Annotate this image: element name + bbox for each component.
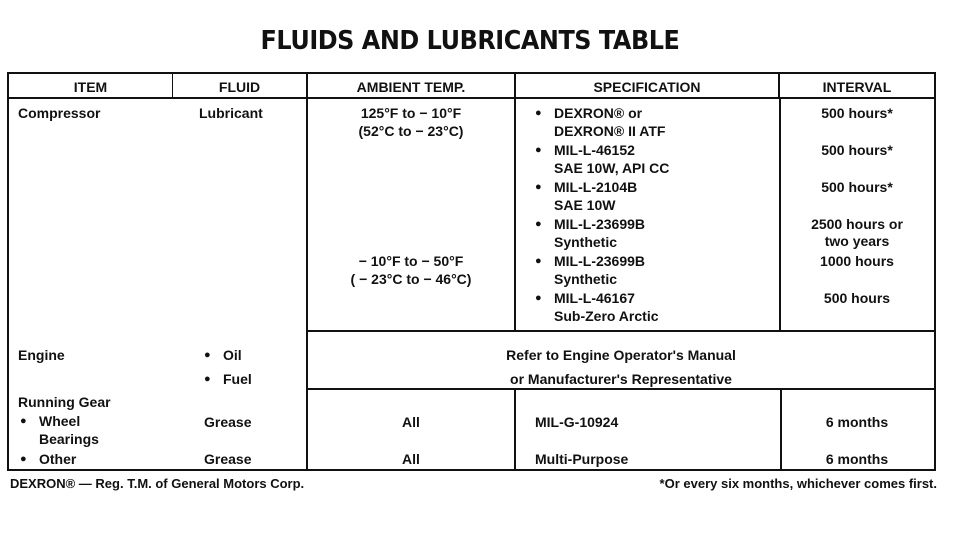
temp-warm-celsius: (52°C to − 23°C) [358,123,464,139]
interval-other: 6 months [825,451,889,467]
fluid-lubricant: Lubricant [199,105,263,121]
interval-mil-l-46167: 500 hours [823,290,891,306]
spec-dexron-line2: DEXRON® II ATF [554,123,666,139]
spec-mil-l-46167-line2: Sub-Zero Arctic [554,308,659,324]
spec-mil-l-23699b-b-line1: ● MIL-L-23699B [554,253,646,269]
spec-mil-l-46152-line2: SAE 10W, API CC [554,160,670,176]
table-border-right [934,72,936,471]
table-border-left [7,72,9,471]
item-other: ● Other [20,450,76,468]
temp-warm-fahrenheit: 125°F to − 10°F [360,105,462,121]
interval-mil-l-23699b-a-line2: two years [824,233,890,249]
spec-mil-l-23699b-b-line2: Synthetic [554,271,618,287]
interval-mil-l-46152: 500 hours* [821,142,893,158]
fluid-oil: ● Oil [204,346,242,364]
page-title: FLUIDS AND LUBRICANTS TABLE [260,26,680,56]
header-specification: SPECIFICATION [593,79,701,95]
interval-mil-l-23699b-b: 1000 hours [820,253,894,269]
header-item: ITEM [73,79,108,95]
temp-all-wheel: All [402,414,420,430]
engine-note-line2: or Manufacturer's Representative [510,371,732,387]
spec-mil-l-23699b-a-line2: Synthetic [554,234,618,250]
spec-mil-l-23699b-a [535,215,645,251]
interval-mil-l-2104b: 500 hours* [821,179,893,195]
spec-mil-l-46152-line1: ● MIL-L-46152 [554,142,635,158]
spec-mil-l-46152 [535,141,669,177]
footer-trademark-note: DEXRON® — Reg. T.M. of General Motors Corp. [10,476,305,491]
header-fluid: FLUID [218,79,261,95]
spec-mil-l-46167 [535,289,659,325]
interval-dexron: 500 hours* [821,105,893,121]
item-wheel-bearings [20,412,99,448]
fluid-grease-wheel: Grease [204,414,252,430]
col-divider-temp [514,98,516,331]
header-interval: INTERVAL [822,79,892,95]
engine-note-line1: Refer to Engine Operator's Manual [506,347,736,363]
row-divider-compressor [306,330,936,332]
spec-dexron-line1: ● DEXRON® or [554,105,643,121]
spec-mil-l-2104b [535,178,637,214]
col-divider-temp-lower [514,388,516,470]
spec-mil-l-23699b-b [535,252,645,288]
spec-mil-l-2104b-line1: ● MIL-L-2104B [554,179,638,195]
table-border-top [7,72,936,74]
item-running-gear: Running Gear [18,394,111,410]
spec-mil-l-46167-line1: ● MIL-L-46167 [554,290,635,306]
header-divider [7,97,936,99]
fluid-grease-other: Grease [204,451,252,467]
interval-wheel-bearings: 6 months [825,414,889,430]
temp-cold-fahrenheit: − 10°F to − 50°F [358,253,464,269]
temp-all-other: All [402,451,420,467]
row-divider-engine [306,388,936,390]
spec-dexron [535,104,665,140]
interval-mil-l-23699b-a: 2500 hours or [811,216,903,232]
item-compressor: Compressor [18,105,101,121]
table-border-bottom [7,469,936,471]
header-ambient-temp: AMBIENT TEMP. [356,79,466,95]
item-wheel-bearings-line1: ● Wheel [39,413,81,429]
spec-mil-l-2104b-line2: SAE 10W [554,197,616,213]
spec-multi-purpose: Multi-Purpose [535,451,629,467]
spec-mil-l-23699b-a-line1: ● MIL-L-23699B [554,216,646,232]
fluid-fuel: ● Fuel [204,370,252,388]
item-engine: Engine [18,347,65,363]
footer-interval-note: *Or every six months, whichever comes first. [659,476,937,491]
item-wheel-bearings-line2: Bearings [39,431,99,447]
temp-cold-celsius: ( − 23°C to − 46°C) [350,271,472,287]
spec-mil-g-10924: MIL-G-10924 [535,414,619,430]
